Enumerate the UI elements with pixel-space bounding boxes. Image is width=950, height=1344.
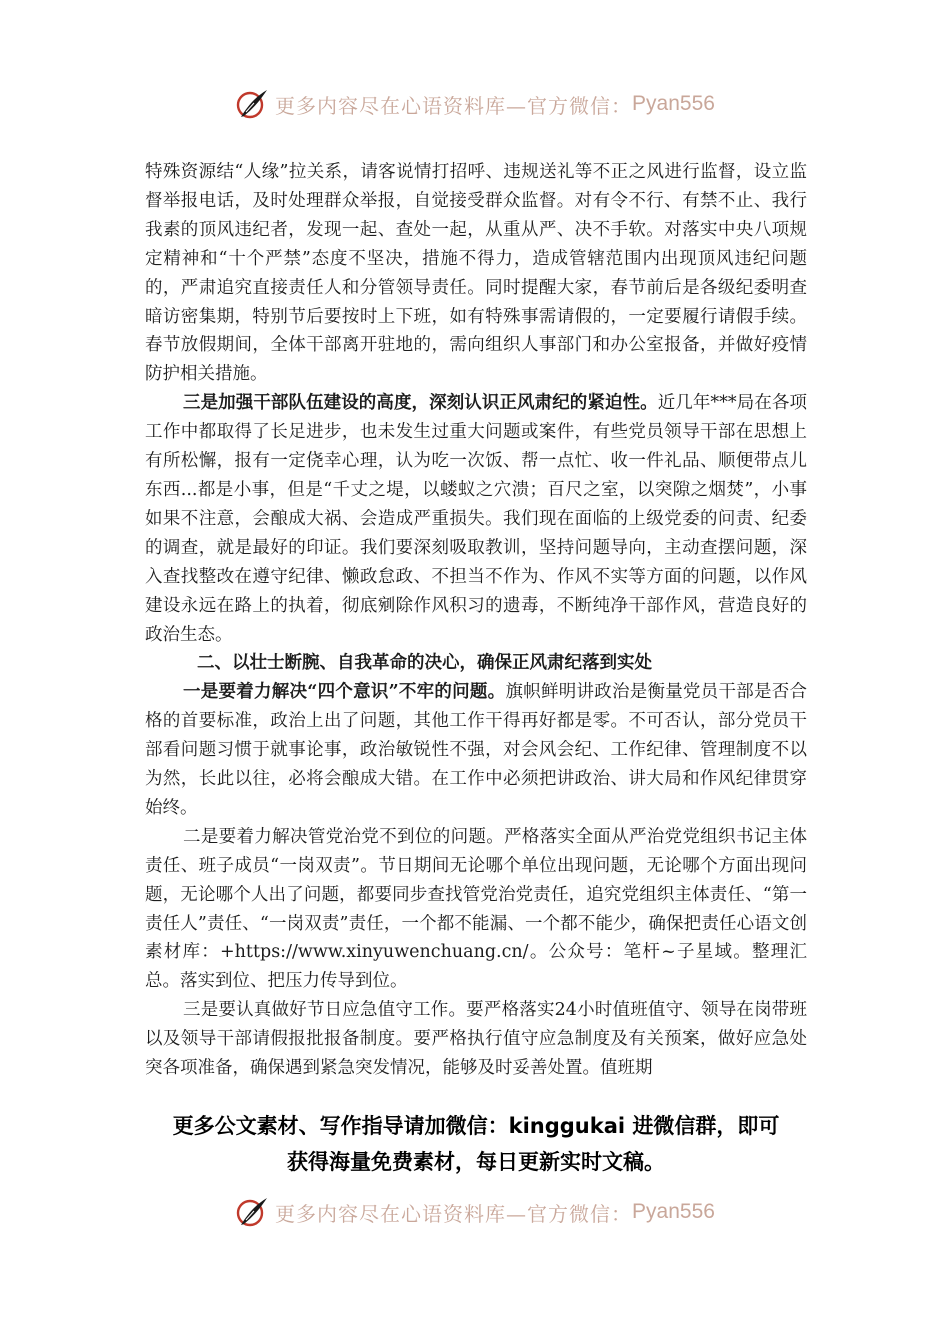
document-body [145, 158, 807, 1083]
promo-line-2: 获得海量免费素材，每日更新实时文稿。 [287, 1150, 665, 1174]
paragraph-5: 三是要认真做好节日应急值守工作。要严格落实24小时值班值守、领导在岗带班以及领导干部请假报批报备制度。要严格执行值守应急制度及有关预案，做好应急处突各项准备，确保遇到紧急突发情况，能够及时妥善处置。值班期 [145, 1000, 807, 1079]
paragraph-2-lead: 三是加强干部队伍建设的高度，深刻认识正风肃纪的紧迫性。 [183, 393, 658, 414]
paragraph-1: 特殊资源结“人缘”拉关系，请客说情打招呼、违规送礼等不正之风进行监督，设立监督举报电话，及时处理群众举报，自觉接受群众监督。对有令不行、有禁不止、我行我素的顶风违纪者，发现一起、查处一起，从重从严、决不手软。对落实中央八项规定精神和“十个严禁”态度不坚决，措施不得力，造成管辖范围内出现顶风违纪问题的，严肃追究直接责任人和分管领导责任。同时提醒大家，春节前后是各级纪委明查暗访密集期，特别节后要按时上下班，如有特殊事需请假的，一定要履行请假手续。春节放假期间，全体干部离开驻地的，需向组织人事部门和办公室报备，并做好疫情防护相关措施。 [145, 162, 807, 385]
section-heading-2: 二、以壮士断腕、自我革命的决心，确保正风肃纪落到实处 [197, 653, 652, 674]
paragraph-3-lead: 一是要着力解决“四个意识”不牢的问题。 [183, 682, 506, 703]
paragraph-3: 一是要着力解决“四个意识”不牢的问题。旗帜鲜明讲政治是衡量党员干部是否合格的首要标准，政治上出了问题，其他工作干得再好都是零。不可否认，部分党员干部看问题习惯于就事论事，政治敏锐性不强，对会风会纪、工作纪律、管理制度不以为然，长此以往，必将会酿成大错。在工作中必须把讲政治、讲大局和作风纪律贯穿始终。 [145, 682, 808, 818]
quill-pen-circle-logo-icon [235, 1195, 269, 1229]
watermark-text: 更多内容尽在心语资料库—官方微信： [275, 1201, 633, 1226]
watermark-text: 更多内容尽在心语资料库—官方微信： [275, 93, 633, 118]
promo-banner [145, 1108, 807, 1180]
header-watermark [0, 84, 950, 124]
paragraph-4: 二是要着力解决管党治党不到位的问题。严格落实全面从严治党党组织书记主体责任、班子成员“一岗双责”。节日期间无论哪个单位出现问题，无论哪个方面出现问题，无论哪个人出了问题，都要同步查找管党治党责任，追究党组织主体责任、“第一责任人”责任、“一岗双责”责任，一个都不能漏、一个都不能少，确保把责任心语文创素材库：+https://www.xinyuwenchuang.cn/。公众号：笔杆~子星域。整理汇总。落实到位、把压力传导到位。 [145, 826, 807, 992]
footer-watermark [0, 1192, 950, 1232]
promo-line-1: 更多公文素材、写作指导请加微信：kinggukai 进微信群，即可 [172, 1114, 780, 1138]
quill-pen-circle-logo-icon [235, 87, 269, 121]
watermark-wechat-id: Pyan556 [632, 92, 715, 115]
watermark-wechat-id: Pyan556 [632, 1200, 715, 1223]
paragraph-2: 三是加强干部队伍建设的高度，深刻认识正风肃纪的紧迫性。近几年***局在各项工作中都取得了长足进步，也未发生过重大问题或案件，有些党员领导干部在思想上有所松懈，报有一定侥幸心理，认为吃一次饭、帮一点忙、收一件礼品、顺便带点儿东西...都是小事，但是“千丈之堤，以蝼蚁之穴溃；百尺之室，以突隙之烟焚”，小事如果不注意，会酿成大祸、会造成严重损失。我们现在面临的上级党委的问责、纪委的调查，就是最好的印证。我们要深刻吸取教训，坚持问题导向，主动查摆问题，深入查找整改在遵守纪律、懒政怠政、不担当不作为、作风不实等方面的问题，以作风建设永远在路上的执着，彻底剜除作风积习的遗毒，不断纯净干部作风，营造良好的政治生态。 [145, 393, 808, 645]
